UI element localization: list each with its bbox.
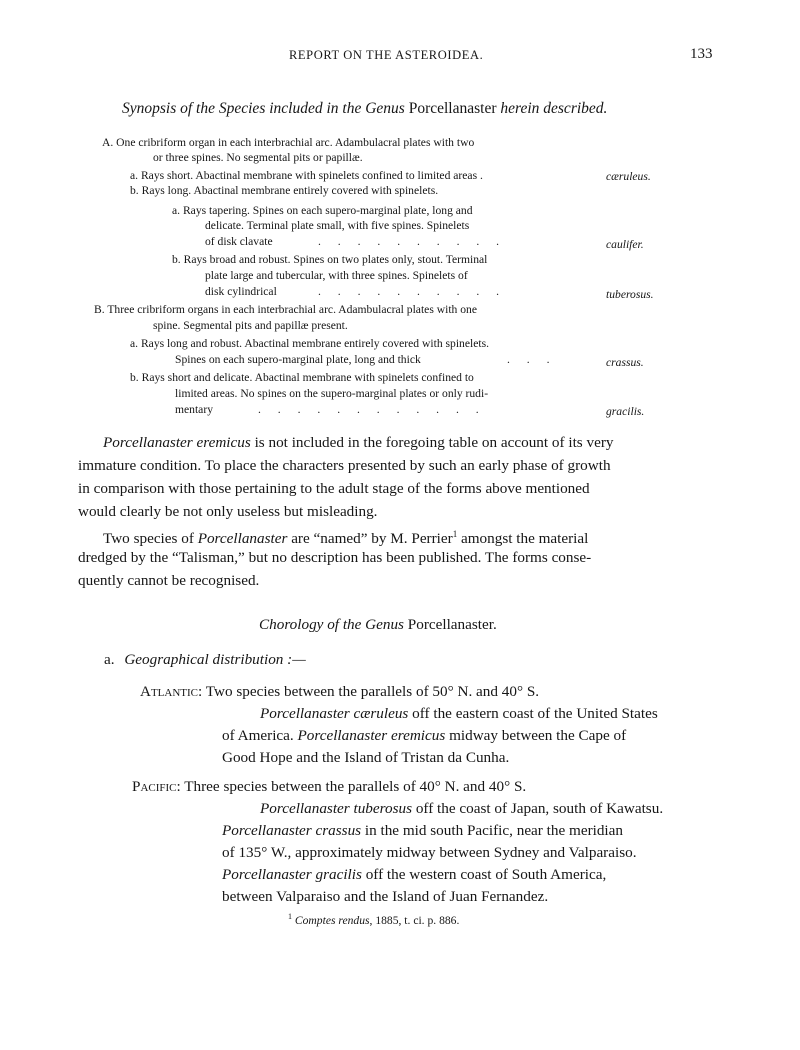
atlantic-line-4: Good Hope and the Island of Tristan da Cunha.: [222, 749, 510, 766]
species-name: Porcellanaster cæruleus: [260, 705, 409, 722]
atlantic-line-2: [260, 702, 658, 725]
synopsis-line-Abb3: disk cylindrical: [205, 285, 277, 298]
region-text: : Three species between the parallels of 40° N. and 40° S.: [176, 778, 527, 795]
synopsis-line-Ab: b. Rays long. Abactinal membrane entirely covered with spinelets.: [130, 184, 439, 197]
leader-dots: . . . . . . . . . . . .: [258, 403, 486, 416]
footnote-ref: 1: [452, 529, 458, 539]
subsection-letter: a.: [104, 651, 115, 668]
pacific-line-2: [260, 797, 663, 820]
species-name: Porcellanaster eremicus: [297, 727, 446, 744]
chorology-title-italic: Chorology of the Genus: [259, 616, 404, 633]
region-text: off the western coast of South America,: [365, 866, 607, 883]
leader-dots: . . .: [507, 353, 557, 366]
species-gracilis: gracilis.: [606, 405, 645, 418]
paragraph-2-line-3: quently cannot be recognised.: [78, 572, 260, 589]
synopsis-title-genus: Porcellanaster: [408, 100, 497, 117]
species-crassus: crassus.: [606, 356, 644, 369]
genus-name: Porcellanaster eremicus: [103, 434, 251, 451]
pacific-line-5: [222, 863, 606, 886]
footnote-journal: Comptes rendus: [294, 913, 370, 927]
atlantic-line-3: [222, 724, 626, 747]
synopsis-line-Ba2: Spines on each supero-marginal plate, long and thick: [175, 353, 421, 366]
synopsis-title-end: herein described.: [500, 100, 608, 117]
geographical-distribution-heading: [104, 651, 306, 669]
paragraph-text: amongst the material: [461, 530, 589, 548]
region-label-atlantic: Atlantic: [140, 683, 199, 700]
synopsis-title: [122, 100, 607, 118]
species-tuberosus: tuberosus.: [606, 288, 654, 301]
synopsis-line-Bb2: limited areas. No spines on the supero-marginal plates or only rudi-: [175, 387, 489, 400]
synopsis-line-Aa: a. Rays short. Abactinal membrane with spinelets confined to limited areas .: [130, 169, 483, 182]
paragraph-text: are “named” by M. Perrier: [291, 530, 453, 548]
pacific-line-1: [132, 775, 526, 798]
synopsis-line-Ba1: a. Rays long and robust. Abactinal membrane entirely covered with spinelets.: [130, 337, 489, 350]
region-text: in the mid south Pacific, near the meridian: [364, 822, 623, 839]
footnote-number: 1: [288, 912, 292, 921]
region-text: : Two species between the parallels of 50° N. and 40° S.: [198, 683, 540, 700]
pacific-line-6: between Valparaiso and the Island of Juan Fernandez.: [222, 888, 549, 905]
genus-name: Porcellanaster: [197, 530, 288, 548]
species-caeruleus: cæruleus.: [606, 170, 651, 183]
paragraph-1-line-3: in comparison with those pertaining to the adult stage of the forms above mentioned: [78, 480, 590, 497]
paragraph-1-line-2: immature condition. To place the characters presented by such an early phase of growth: [78, 457, 611, 474]
region-text: off the coast of Japan, south of Kawatsu.: [415, 800, 664, 817]
region-text: off the eastern coast of the United States: [412, 705, 658, 722]
paragraph-1-line-4: would clearly be not only useless but misleading.: [78, 503, 378, 520]
chorology-title: [259, 616, 497, 634]
synopsis-title-italic: Synopsis of the Species included in the Genus: [122, 100, 405, 117]
synopsis-line-Bb3: mentary: [175, 403, 213, 416]
leader-dots: . . . . . . . . . .: [318, 235, 507, 248]
synopsis-line-Abb2: plate large and tubercular, with three spines. Spinelets of: [205, 269, 468, 282]
synopsis-line-A1: A. One cribriform organ in each interbrachial arc. Adambulacral plates with two: [102, 136, 475, 149]
paragraph-text: Two species of: [103, 530, 194, 548]
paragraph-2-line-2: dredged by the “Talisman,” but no description has been published. The forms conse-: [78, 549, 592, 566]
synopsis-line-A2: or three spines. No segmental pits or papillæ.: [153, 151, 363, 164]
species-name: Porcellanaster crassus: [222, 822, 362, 839]
chorology-title-genus: Porcellanaster.: [407, 616, 497, 633]
footnote-text: , 1885, t. ci. p. 886.: [369, 913, 460, 927]
synopsis-line-Aba2: delicate. Terminal plate small, with five spines. Spinelets: [205, 219, 470, 232]
species-name: Porcellanaster gracilis: [222, 866, 362, 883]
synopsis-line-B2: spine. Segmental pits and papillæ present.: [153, 319, 348, 332]
subsection-title: Geographical distribution :—: [124, 651, 306, 668]
region-label-pacific: Pacific: [132, 778, 177, 795]
synopsis-line-Abb1: b. Rays broad and robust. Spines on two plates only, stout. Terminal: [172, 253, 488, 266]
pacific-line-3: [222, 819, 623, 842]
species-name: Porcellanaster tuberosus: [260, 800, 413, 817]
species-caulifer: caulifer.: [606, 238, 644, 251]
paragraph-text: is not included in the foregoing table on account of its very: [254, 434, 614, 451]
running-title: REPORT ON THE ASTEROIDEA.: [289, 48, 484, 62]
region-text: midway between the Cape of: [449, 727, 627, 744]
region-text: of America.: [222, 727, 294, 744]
synopsis-line-Aba3: of disk clavate: [205, 235, 273, 248]
footnote: [288, 912, 459, 927]
synopsis-line-Aba1: a. Rays tapering. Spines on each supero-marginal plate, long and: [172, 204, 473, 217]
pacific-line-4: of 135° W., approximately midway between Sydney and Valparaiso.: [222, 844, 637, 861]
synopsis-line-B1: B. Three cribriform organs in each interbrachial arc. Adambulacral plates with one: [94, 303, 477, 316]
page-number: 133: [690, 46, 713, 62]
paragraph-1-line-1: [103, 431, 614, 454]
atlantic-line-1: [140, 680, 539, 703]
synopsis-line-Bb1: b. Rays short and delicate. Abactinal membrane with spinelets confined to: [130, 371, 474, 384]
leader-dots: . . . . . . . . . .: [318, 285, 507, 298]
